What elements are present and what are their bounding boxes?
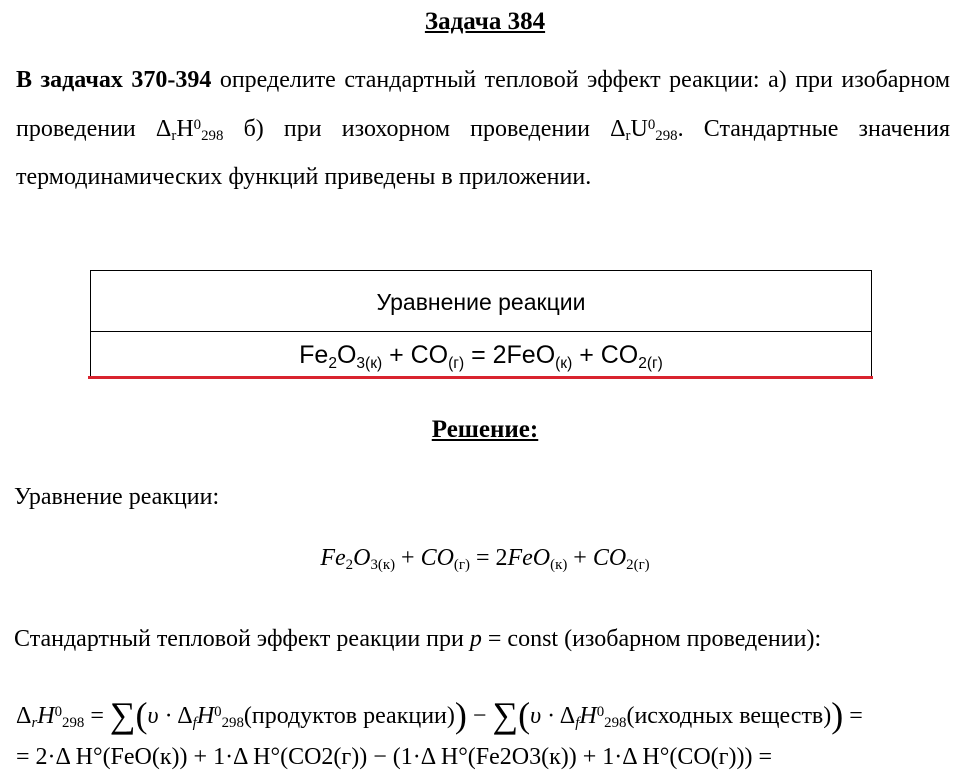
reaction-equation: $Fe_2O_{3(к)} + CO_{(г)} = 2FeO_{(к)} + CO_{2(г)}$ [320, 545, 650, 574]
equation-label: Уравнение реакции: [14, 484, 220, 510]
enthalpy-formula-continued: = 2·Δ H°(FeO(к)) + 1·Δ H°(CO2(г)) − (1·Δ H°(Fe2O3(к)) + 1·Δ H°(CO(г))) = [16, 744, 773, 770]
condition-line: Стандартный тепловой эффект реакции при p = const (изобарном проведении): [14, 626, 822, 652]
problem-statement: В задачах 370-394 определите стандартный тепловой эффект реакции: а) при изобарном проведении $\Delta_rH^0_{298}$ б) при изохорном проведении $\Delta_rU^0_{298}$. Стандартные значения термодинамических функций приведены в приложении. [16, 67, 951, 190]
reaction-table [90, 270, 872, 378]
solution-title: Решение: [431, 416, 539, 443]
table-header: Уравнение реакции [91, 271, 871, 332]
enthalpy-formula: $\Delta_rH^0_{298} = \sum(\upsilon$ · $\Delta_fH^0_{298}(продуктов$ реакции)) − $\sum(\upsilon \cdot \Delta_fH^0_{298}(исходных$ веществ)) = [16, 695, 863, 735]
table-bottom-rule [88, 376, 873, 379]
table-equation: $Fe_2O_{3(к)} + CO_{(г)} = 2FeO_{(к)} + CO_{2(г)}$ [299, 341, 663, 372]
problem-title: Задача 384 [424, 8, 546, 35]
problem-range: В задачах 370-394 [16, 67, 212, 93]
